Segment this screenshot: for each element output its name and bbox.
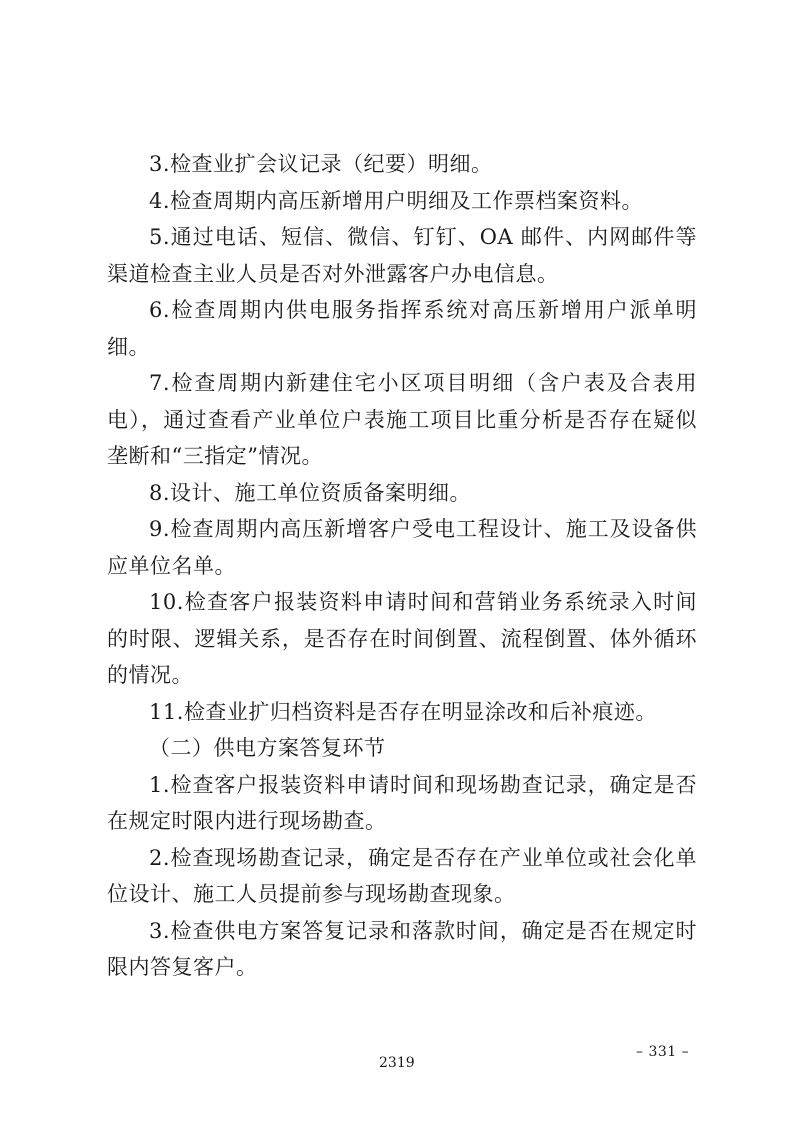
paragraph-item-6: 6.检查周期内供电服务指挥系统对高压新增用户派单明细。 bbox=[107, 298, 697, 359]
paragraph-item-5: 5.通过电话、短信、微信、钉钉、OA 邮件、内网邮件等渠道检查主业人员是否对外泄露客户办电信息。 bbox=[107, 225, 697, 286]
section-heading: （二）供电方案答复环节 bbox=[149, 736, 386, 760]
paragraph-item-3b: 3.检查供电方案答复记录和落款时间，确定是否在规定时限内答复客户。 bbox=[107, 918, 697, 979]
paragraph-item-10: 10.检查客户报装资料申请时间和营销业务系统录入时间的时限、逻辑关系，是否存在时间倒置、流程倒置、体外循环的情况。 bbox=[107, 590, 697, 687]
paragraph-item-8: 8.设计、施工单位资质备案明细。 bbox=[149, 480, 472, 505]
paragraph-item-4: 4.检查周期内高压新增用户明细及工作票档案资料。 bbox=[149, 188, 644, 213]
paragraph-item-9: 9.检查周期内高压新增客户受电工程设计、施工及设备供应单位名单。 bbox=[107, 517, 697, 578]
paragraph-item-7: 7.检查周期内新建住宅小区项目明细（含户表及合表用电），通过查看产业单位户表施工项目比重分析是否存在疑似垄断和“三指定”情况。 bbox=[107, 371, 697, 468]
paragraph-item-2: 2.检查现场勘查记录，确定是否存在产业单位或社会化单位设计、施工人员提前参与现场勘查现象。 bbox=[107, 845, 697, 906]
document-body bbox=[107, 146, 697, 986]
paragraph-item-3: 3.检查业扩会议记录（纪要）明细。 bbox=[149, 152, 493, 176]
page-number: – 331 – bbox=[636, 1044, 690, 1060]
paragraph-item-1: 1.检查客户报装资料申请时间和现场勘查记录，确定是否在规定时限内进行现场勘查。 bbox=[107, 772, 697, 833]
paragraph-item-11: 11.检查业扩归档资料是否存在明显涂改和后补痕迹。 bbox=[149, 699, 657, 724]
stamp-number: 2319 bbox=[379, 1055, 415, 1071]
